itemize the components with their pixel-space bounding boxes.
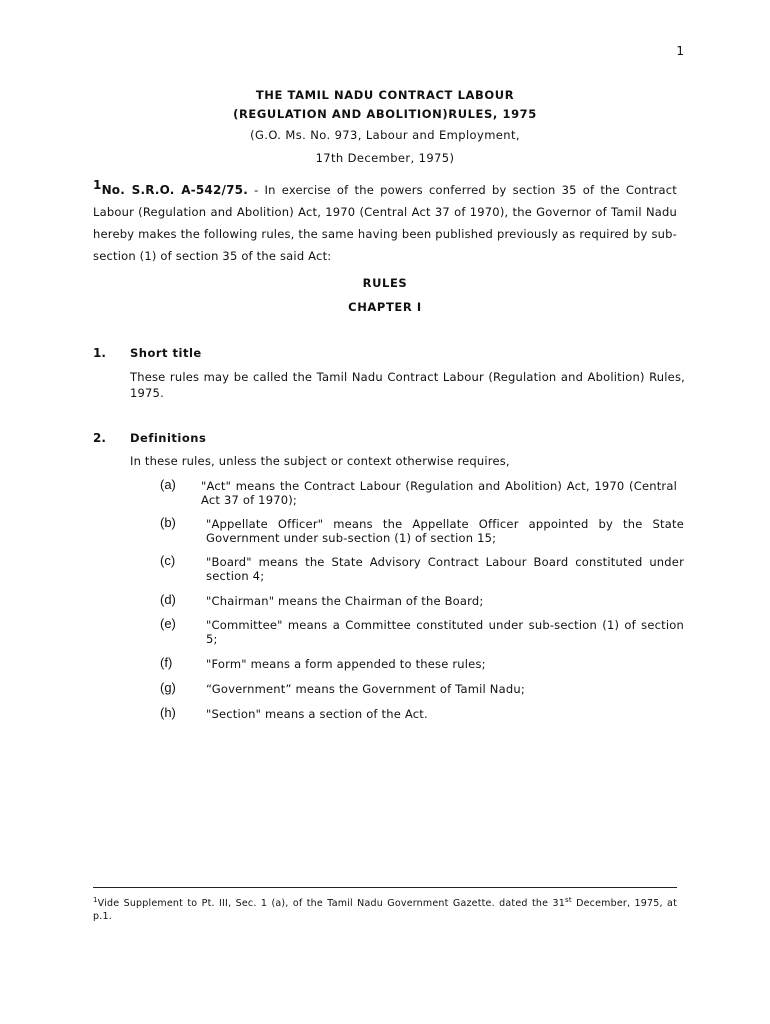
definition-label-d: (d) [160,592,176,607]
intro-text: - In exercise of the powers conferred by section 35 of the Contract Labour (Regulation and Abolition) Act, 1970 (Central Act 37 of 1970), the Governor of Tamil Nadu hereby makes the following rules, the same having been published previously as required by sub-section (1) of section 35 of the said Act: [93,182,677,263]
document-title-line1: THE TAMIL NADU CONTRACT LABOUR [255,88,515,102]
go-reference-line1: (G.O. Ms. No. 973, Labour and Employment, [250,128,520,142]
definition-text-h: "Section" means a section of the Act. [206,707,428,721]
section-2-title: Definitions [130,431,207,445]
rules-heading: RULES [362,276,408,290]
footnote-marker: 1 [93,896,98,904]
footnote-text-b: December, 1975, at p.1. [93,898,678,923]
section-1-number: 1. [93,346,106,360]
intro-footnote-marker: 1 [93,178,102,192]
section-1-body: These rules may be called the Tamil Nadu Contract Labour (Regulation and Abolition) Rules, 1975. [130,370,685,400]
definition-text-f: "Form" means a form appended to these rules; [206,657,486,671]
definition-label-h: (h) [160,705,176,720]
definition-label-b: (b) [160,515,176,530]
definition-label-e: (e) [160,616,176,631]
go-reference-line2: 17th December, 1975) [315,151,455,165]
intro-paragraph [93,174,677,267]
definition-label-c: (c) [160,553,176,568]
definition-label-a: (a) [160,477,176,492]
page-number: 1 [676,44,684,58]
footnote [93,894,677,923]
section-2-body: In these rules, unless the subject or context otherwise requires, [130,454,510,468]
definition-label-f: (f) [160,655,173,670]
document-title-line2: (REGULATION AND ABOLITION)RULES, 1975 [233,107,537,121]
footnote-text-a: Vide Supplement to Pt. III, Sec. 1 (a), of the Tamil Nadu Government Gazette. dated the 31 [97,898,565,910]
definition-text-a: "Act" means the Contract Labour (Regulation and Abolition) Act, 1970 (Central Act 37 of 1970); [201,479,677,507]
footnote-separator [93,887,677,888]
definition-text-c: "Board" means the State Advisory Contract Labour Board constituted under section 4; [206,555,684,583]
definition-text-e: "Committee" means a Committee constituted under sub-section (1) of section 5; [206,618,684,646]
section-2-number: 2. [93,431,106,445]
footnote-ordinal: st [564,896,572,904]
chapter-heading: CHAPTER I [348,300,422,314]
section-1-title: Short title [130,346,202,360]
definition-text-b: "Appellate Officer" means the Appellate Officer appointed by the State Government under sub-section (1) of section 15; [206,517,684,545]
definition-text-d: "Chairman" means the Chairman of the Board; [206,594,484,608]
definition-text-g: “Government” means the Government of Tamil Nadu; [206,682,525,696]
definition-label-g: (g) [160,680,176,695]
sro-number: No. S.R.O. A-542/75. [101,182,248,197]
